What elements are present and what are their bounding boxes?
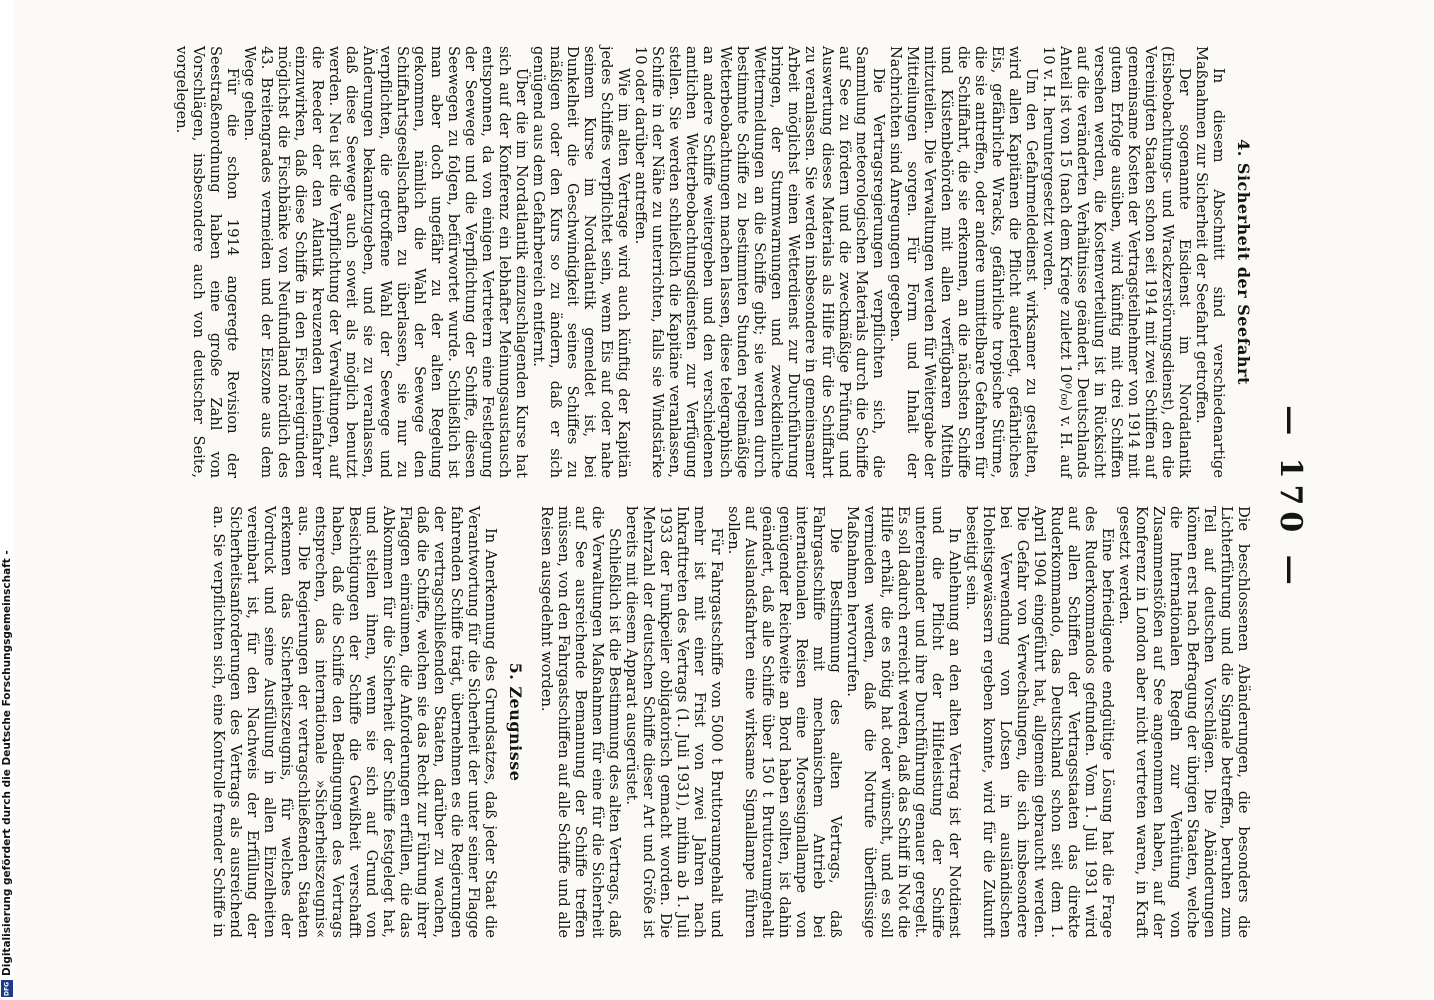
section-heading-5: 5. Zeugnisse	[506, 662, 525, 782]
digitization-footer	[0, 0, 14, 1000]
paragraph: Um den Gefahrmeldedienst wirksamer zu gestalten, wird allen Kapitänen die Pflicht auferlegt, gefährliches Eis, gefährliche Wracks, gefährliche tropische Stürme, die sie antreffen, oder andere unmittelbare Gefahren für die Schiffahrt, die sie erkennen, an die nächsten Schiffe und Küstenbehörden mit allen verfügbaren Mitteln mitzuteilen. Die Verwaltungen werden für Weitergabe der Mitteilungen sorgen. Für Form und Inhalt der Nachrichten sind Anregungen gegeben.	[887, 46, 1040, 478]
paragraph: Für Fahrgastschiffe von 5000 t Bruttoraumgehalt und mehr ist mit einer Frist von zwei Jahren nach Inkrafttreten des Vertrags (1. Juli 1931), mithin ab 1. Juli 1933 der Funkpeiler obligatorisch gemacht worden. Die Mehrzahl der deutschen Schiffe dieser Art und Größe ist bereits mit diesem Apparat ausgerüstet.	[623, 506, 725, 938]
digitization-note: Digitalisierung gefördert durch die Deutsche Forschungsgemeinschaft -	[1, 550, 13, 976]
right-column	[210, 506, 1252, 938]
paragraph: Über die im Nordatlantik einzuschlagenden Kurse hat sich auf der Konferenz ein lebhafter Meinungsaustausch entsponnen, da von einigen Vertretern eine Festlegung der Seewege und die Verpflichtung der Schiffe, diesen Seewegen zu folgen, befürwortet wurde. Schließlich ist man aber doch ungefähr zu der alten Regelung gekommen, nämlich die Wahl der Seewege den Schiffahrtsgesellschaften zu überlassen, sie nur zu verpflichten, die getroffene Wahl der Seewege und Änderungen bekanntzugeben, und sie zu veranlassen, daß diese Seewege auch soweit als möglich benutzt werden. Neu ist die Verpflichtung der Verwaltungen, auf die Reeder der den Atlantik kreuzenden Linienfahrer einzuwirken, daß diese Schiffe in den Fischereigründen möglichst die Fischbänke von Neufundland nördlich des 43. Breitengrades vermeiden und der Eiszone aus dem Wege gehen.	[241, 46, 530, 478]
paragraph: Die Vertragsregierungen verpflichten sich, die Sammlung meteorologischen Materials durch die Schiffe auf See zu fördern und die zweckmäßige Prüfung und Auswertung dieses Materials als Hilfe für die Schiffahrt zu veranlassen. Sie werden insbesondere in gemeinsamer Arbeit möglichst einen Wetterdienst zur Durchführung bringen, der Sturmwarnungen und zweckdienliche Wettermeldungen an die Schiffe gibt; sie werden durch bestimmte Schiffe zu bestimmten Stunden regelmäßige Wetterbeobachtungen machen lassen, diese telegraphisch an andere Schiffe weitergeben und den verschiedenen amtlichen Wetterbeobachtungsdiensten zur Verfügung stellen. Sie werden schließlich die Kapitäne veranlassen, Schiffe in der Nähe zu unterrichten, falls sie Windstärke 10 oder darüber antreffen.	[632, 46, 887, 478]
paragraph: Wie im alten Vertrage wird auch künftig der Kapitän jedes Schiffes verpflichtet sein, wenn Eis auf oder nahe seinem Kurse im Nordatlantik gemeldet ist, bei Dunkelheit die Geschwindigkeit seines Schiffes zu mäßigen oder den Kurs so zu ändern, daß er sich genügend aus dem Gefahrbereich entfernt.	[530, 46, 632, 478]
paragraph: In Anerkennung des Grundsatzes, daß jeder Staat die Verantwortung für die Sicherheit der unter seiner Flagge fahrenden Schiffe trägt, übernehmen es die Regierungen der vertragschließenden Staaten, darüber zu wachen, daß die Schiffe, welchen sie das Recht zur Führung ihrer Flaggen einräumen, die Anforderungen erfüllen, die das Abkommen für die Sicherheit der Schiffe festgelegt hat, und stellen ihnen, wenn sie sich auf Grund von Besichtigungen der Schiffe die Gewißheit verschafft haben, daß die Schiffe den Bedingungen des Vertrags entsprechen, das internationale »Sicherheitszeugnis« aus. Die Regierungen der vertragschließenden Staaten erkennen das Sicherheitszeugnis, für welches der Vordruck und seine Ausfüllung in allen Einzelheiten vereinbart ist, für den Nachweis der Erfüllung der Sicherheitsanforderungen des Vertrags als ausreichend an. Sie verpflichten sich, eine Kontrolle fremder Schiffe in	[210, 506, 499, 938]
rotated-page-content	[132, 38, 1312, 958]
section-heading-4: 4. Sicherheit der Seefahrt	[1234, 139, 1253, 385]
dfg-logo-icon: DFG	[1, 980, 13, 997]
paragraph: Schließlich ist die Bestimmung des alten Vertrags, daß die Verwaltungen Maßnahmen für eine für die Sicherheit auf See ausreichende Bemannung der Schiffe treffen müssen, von den Fahrgastschiffen auf alle Schiffe und alle Reisen ausgedehnt worden.	[538, 506, 623, 938]
left-column	[173, 46, 1252, 478]
page-number: — 170 —	[1273, 405, 1308, 591]
paragraph: In Anlehnung an den alten Vertrag ist der Notdienst und die Pflicht der Hilfeleistung der Schiffe untereinander und ihre Durchführung genauer geregelt. Es soll dadurch erreicht werden, daß das Schiff in Not die Hilfe erhält, die es nötig hat oder wünscht, und es soll vermieden werden, daß die Notrufe überflüssige Maßnahmen hervorrufen.	[844, 506, 963, 938]
paragraph: Der sogenannte Eisdienst im Nordatlantik (Eisbeobachtungs- und Wrackzerstörungsdienst), den die Vereinigten Staaten schon seit 1914 mit zwei Schiffen auf gemeinsame Kosten der Vertragsteilnehmer von 1914 mit gutem Erfolge ausüben, wird künftig mit drei Schiffen versehen werden, die Kostenverteilung ist in Rücksicht auf die veränderten Verhältnisse geändert. Deutschlands Anteil ist von 15 (nach dem Kriege zuletzt 10⁰/₀₀) v. H. auf 10 v. H. heruntergesetzt worden.	[1040, 46, 1193, 478]
paragraph: Für die schon 1914 angeregte Revision der Seestraßenordnung haben eine große Zahl von Vorschlägen, insbesondere auch von deutscher Seite, vorgelegen.	[173, 46, 241, 478]
paragraph: Die beschlossenen Abänderungen, die besonders die Lichterführung und die Signale betreffen, beruhen zum Teil auf deutschen Vorschlägen. Die Abänderungen können erst nach Befragung der übrigen Staaten, welche die Internationalen Regeln zur Verhütung von Zusammenstößen auf See angenommen haben, auf der Konferenz in London aber nicht vertreten waren, in Kraft gesetzt werden.	[1116, 506, 1252, 938]
paragraph: In diesem Abschnitt sind verschiedenartige Maßnahmen zur Sicherheit der Seefahrt getroffen.	[1193, 46, 1227, 478]
paragraph: Eine befriedigende endgültige Lösung hat die Frage des Ruderkommandos gefunden. Vom 1. Juli 1931 wird auf allen Schiffen der Vertragsstaaten das direkte Ruderkommando, das Deutschland schon seit dem 1. April 1904 eingeführt hat, allgemein gebraucht werden. Die Gefahr von Verwechslungen, die sich insbesondere bei Verwendung von Lotsen in ausländischen Hoheitsgewässern ergeben konnte, wird für die Zukunft beseitigt sein.	[963, 506, 1116, 938]
paragraph: Die Bestimmung des alten Vertrags, daß Fahrgastschiffe mit mechanischem Antrieb bei internationalen Reisen eine Morsesignallampe von genügender Reichweite an Bord haben sollten, ist dahin geändert, daß alle Schiffe über 150 t Bruttoraumgehalt auf Auslandsfahrten eine wirksame Signallampe führen sollen.	[725, 506, 844, 938]
